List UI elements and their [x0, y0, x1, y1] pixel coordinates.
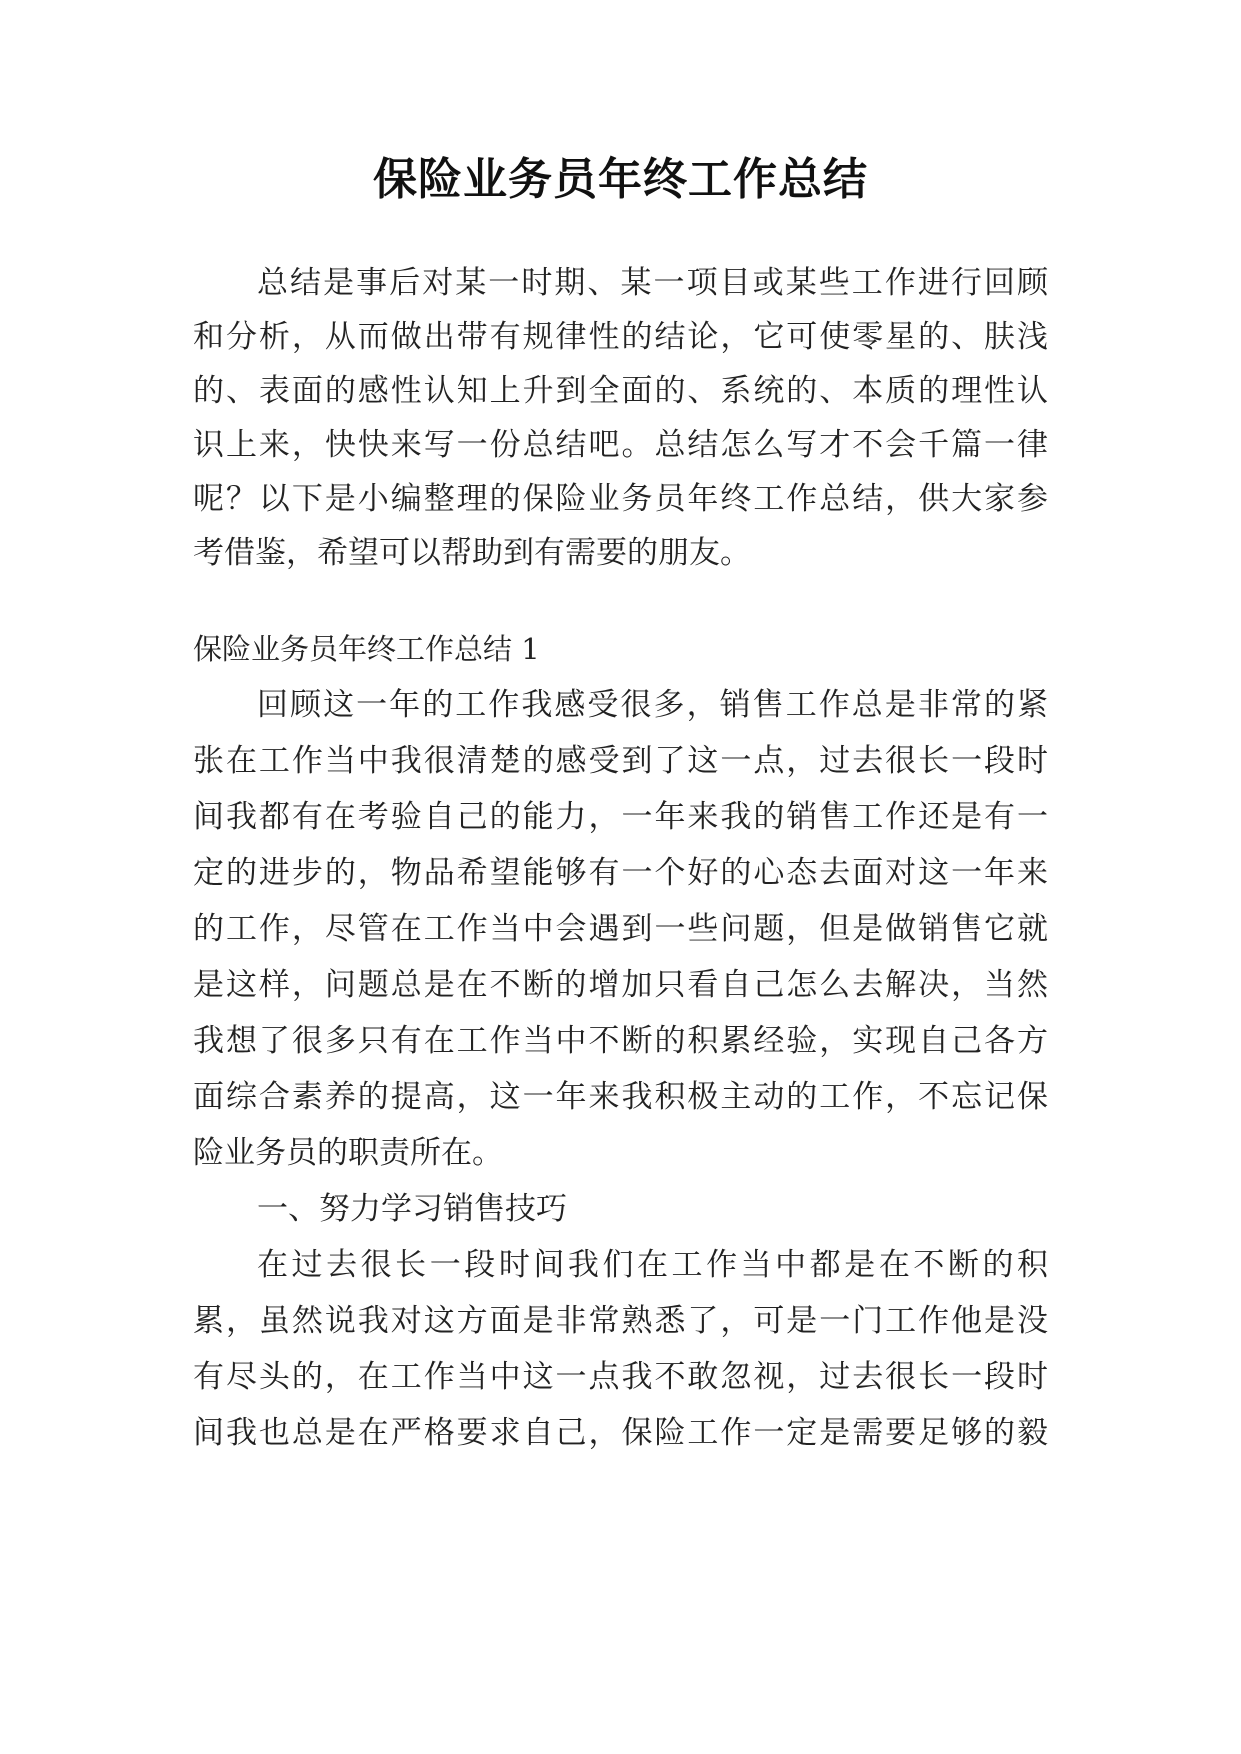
body-line: 险业务员的职责所在。 [193, 1135, 503, 1171]
body-line: 我想了很多只有在工作当中不断的积累经验，实现自己各方 [193, 1023, 1048, 1059]
intro-line: 的、表面的感性认知上升到全面的、系统的、本质的理性认 [193, 373, 1048, 409]
body-line: 张在工作当中我很清楚的感受到了这一点，过去很长一段时 [193, 743, 1048, 779]
intro-line: 识上来，快快来写一份总结吧。总结怎么写才不会千篇一律 [193, 427, 1048, 463]
intro-line: 和分析，从而做出带有规律性的结论，它可使零星的、肤浅 [193, 319, 1048, 355]
intro-line: 考借鉴，希望可以帮助到有需要的朋友。 [193, 535, 751, 571]
body-line: 面综合素养的提高，这一年来我积极主动的工作，不忘记保 [193, 1079, 1048, 1115]
intro-line: 呢？以下是小编整理的保险业务员年终工作总结，供大家参 [193, 481, 1048, 517]
body-line: 回顾这一年的工作我感受很多，销售工作总是非常的紧 [257, 687, 1048, 723]
section-heading: 保险业务员年终工作总结 1 [193, 632, 540, 666]
intro-line: 总结是事后对某一时期、某一项目或某些工作进行回顾 [257, 265, 1048, 301]
sub-line: 有尽头的，在工作当中这一点我不敢忽视，过去很长一段时 [193, 1359, 1048, 1395]
body-line: 定的进步的，物品希望能够有一个好的心态去面对这一年来 [193, 855, 1048, 891]
sub-line: 在过去很长一段时间我们在工作当中都是在不断的积 [257, 1247, 1048, 1283]
document-title: 保险业务员年终工作总结 [373, 154, 868, 205]
body-line: 的工作，尽管在工作当中会遇到一些问题，但是做销售它就 [193, 911, 1048, 947]
sub-line: 累，虽然说我对这方面是非常熟悉了，可是一门工作他是没 [193, 1303, 1048, 1339]
body-line: 是这样，问题总是在不断的增加只看自己怎么去解决，当然 [193, 967, 1048, 1003]
sub-line: 间我也总是在严格要求自己，保险工作一定是需要足够的毅 [193, 1415, 1048, 1451]
body-line: 间我都有在考验自己的能力，一年来我的销售工作还是有一 [193, 799, 1048, 835]
subheading: 一、努力学习销售技巧 [257, 1191, 567, 1227]
